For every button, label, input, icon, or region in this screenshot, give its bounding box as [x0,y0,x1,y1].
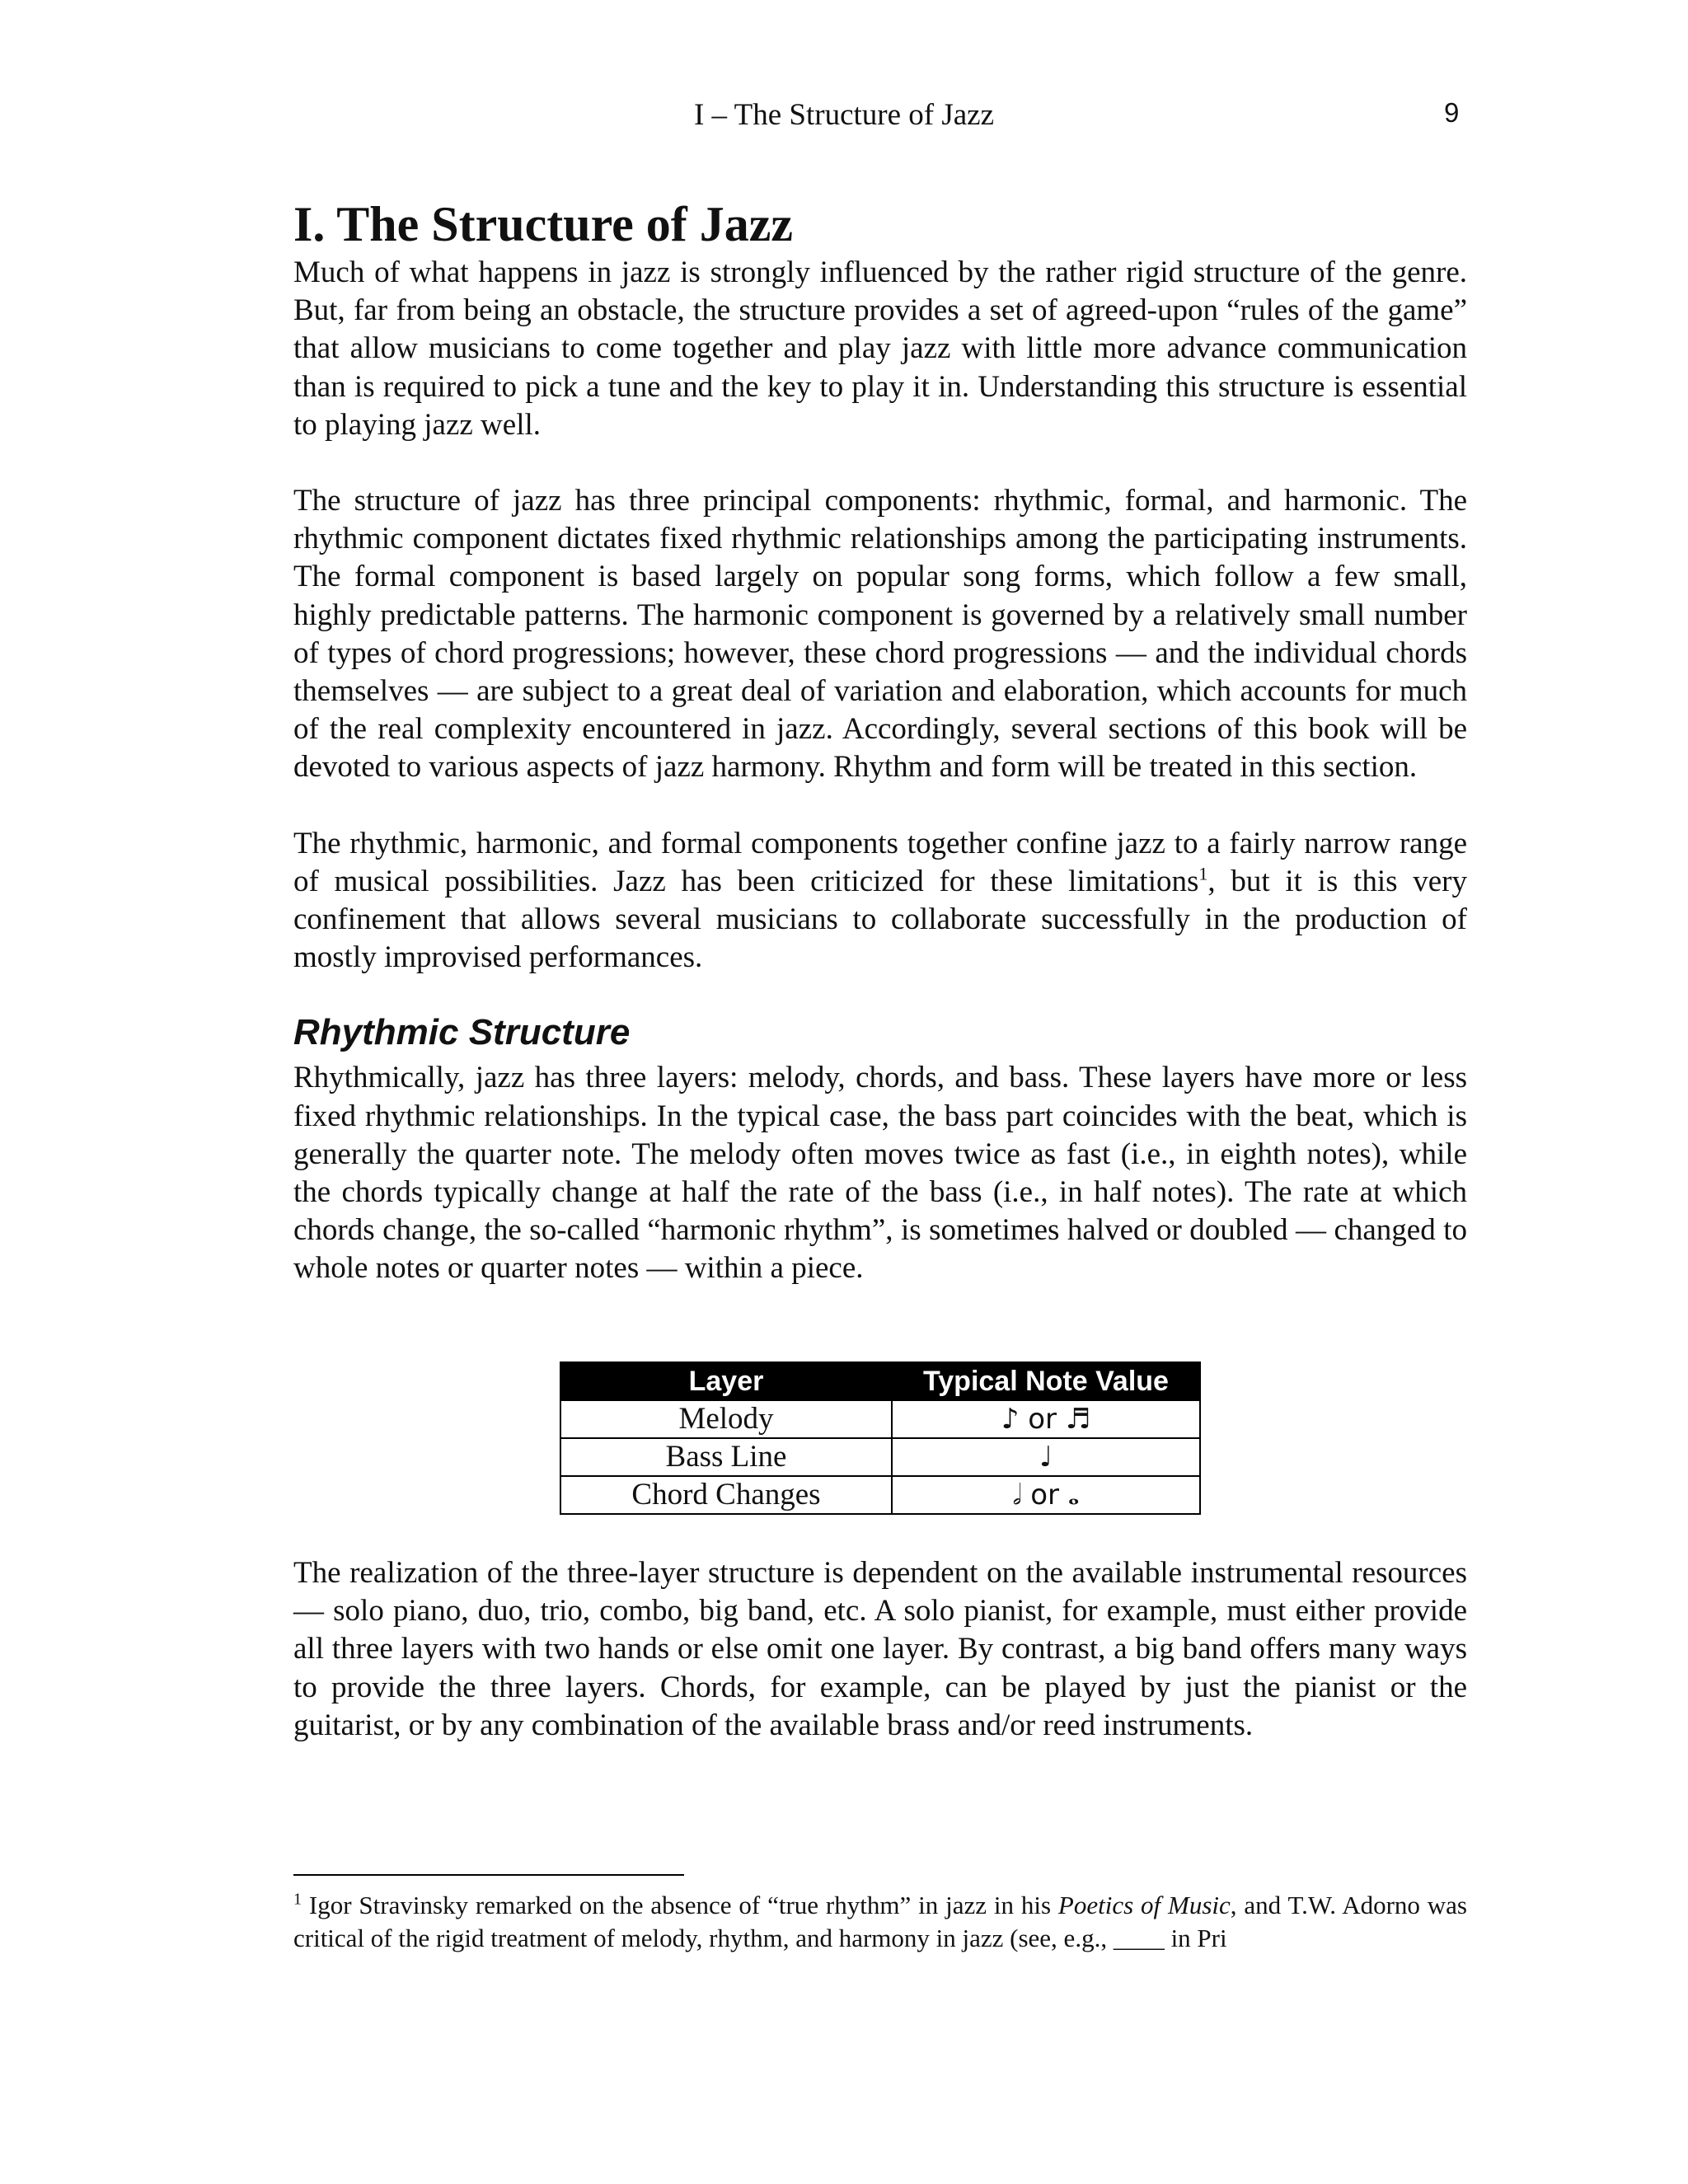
paragraph-text: The rhythmic, harmonic, and formal components together confine jazz to a fairly narrow range of musical possibilities. Jazz has been criticized for these limitations [293,826,1467,898]
table-header-row [560,1362,1200,1400]
section-heading: Rhythmic Structure [293,1012,631,1053]
body-paragraph [293,825,1467,977]
column-header: Layer [560,1362,892,1400]
footnote-separator [293,1874,684,1876]
main-content [293,194,1467,1288]
note-value-table [560,1361,1201,1515]
column-header: Typical Note Value [892,1362,1200,1400]
note-value-cell: ♪ or ♬ [892,1400,1200,1438]
running-header: I – The Structure of Jazz [693,98,995,132]
note-value-cell: ♩ [892,1438,1200,1476]
layer-cell: Melody [560,1400,892,1438]
body-paragraph: Much of what happens in jazz is strongly influenced by the rather rigid structure of the genre. But, far from being an obstacle, the structure provides a set of agreed-upon “rules of the game” that allow musicians to come together and play jazz with little more advance communication than is required to pick a tune and the key to play it in. Understanding this structure is essential to playing jazz well. [293,255,1467,442]
footnote-text: , and T.W. Adorno was critical of the rigid treatment of melody, rhythm, and harmony in jazz (see, e.g., ____ in Pri [293,1891,1467,1952]
table-row [560,1400,1200,1438]
footnote-text: Igor Stravinsky remarked on the absence of “true rhythm” in jazz in his [302,1891,1058,1919]
table-row [560,1476,1200,1514]
body-paragraph: The realization of the three-layer structure is dependent on the available instrumental resources — solo piano, duo, trio, combo, big band, etc. A solo pianist, for example, must either provide all three layers with two hands or else omit one layer. By contrast, a big band offers many ways to provide the three layers. Chords, for example, can be played by just the pianist or the guitarist, or by any combination of the available brass and/or reed instruments. [293,1556,1467,1742]
note-value-cell: 𝅗𝅥 or 𝅝 [892,1476,1200,1514]
table-row [560,1438,1200,1476]
after-table-content [293,1554,1467,1745]
chapter-title: I. The Structure of Jazz [293,197,794,251]
footnote [293,1889,1467,1955]
paragraph-text: , but it is this very confinement that allows several musicians to collaborate successfully in the production of mostly improvised performances. [293,864,1467,975]
layer-cell: Bass Line [560,1438,892,1476]
body-paragraph: The structure of jazz has three principal components: rhythmic, formal, and harmonic. The rhythmic component dictates fixed rhythmic relationships among the participating instruments. The formal component is based largely on popular song forms, which follow a few small, highly predictable patterns. The harmonic component is governed by a relatively small number of types of chord progressions; however, these chord progressions — and the individual chords themselves — are subject to a great deal of variation and elaboration, which accounts for much of the real complexity encountered in jazz. Accordingly, several sections of this book will be devoted to various aspects of jazz harmony. Rhythm and form will be treated in this section. [293,484,1467,785]
footnote-reference[interactable]: 1 [1198,863,1208,884]
layer-cell: Chord Changes [560,1476,892,1514]
book-title: Poetics of Music [1057,1891,1231,1919]
page-number: 9 [1444,97,1460,128]
footnote-marker: 1 [293,1890,302,1909]
body-paragraph: Rhythmically, jazz has three layers: melody, chords, and bass. These layers have more or less fixed rhythmic relationships. In the typical case, the bass part coincides with the beat, which is generally the quarter note. The melody often moves twice as fast (i.e., in eighth notes), while the chords typically change at half the rate of the bass (i.e., in half notes). The rate at which chords change, the so-called “harmonic rhythm”, is sometimes halved or doubled — changed to whole notes or quarter notes — within a piece. [293,1061,1467,1286]
